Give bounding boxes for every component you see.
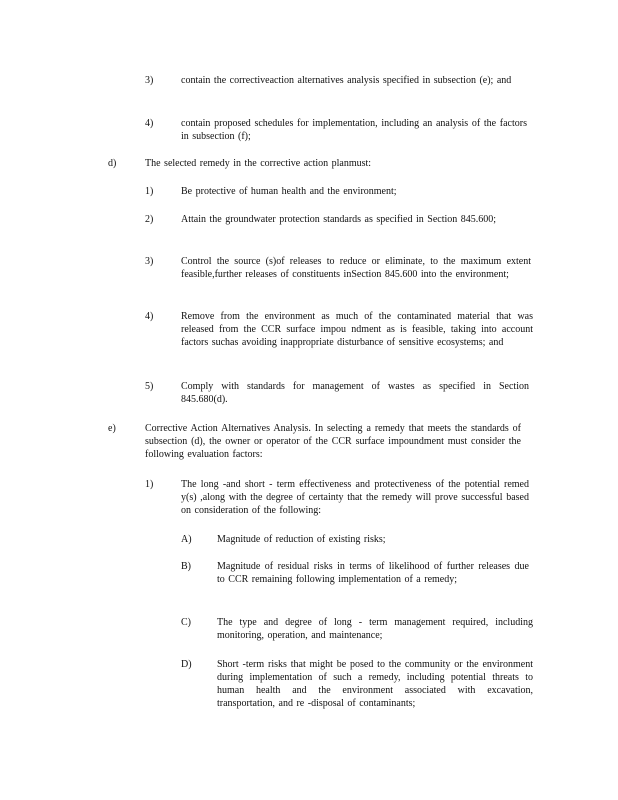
item-number: e) — [108, 423, 116, 434]
item-text: Attain the groundwater protection standards as specified in Section 845.600; — [181, 214, 497, 225]
item-text: contain the correctiveaction alternatives analysis specified in subsection (e); and — [181, 75, 512, 86]
item-number: 3) — [145, 256, 154, 267]
item-number: C) — [181, 617, 191, 628]
item-number: 4) — [145, 118, 154, 129]
item-text: The long -and short - term effectiveness and protectiveness of the potential remed y(s) ,along with the degree of certainty that the remedy will prove successful based on consideration of the following: — [181, 479, 529, 516]
item-text: The selected remedy in the corrective action planmust: — [145, 158, 372, 169]
item-number: 1) — [145, 186, 154, 197]
item-text: Control the source (s)of releases to reduce or eliminate, to the maximum extent feasible,further releases of constituents inSection 845.600 into the environment; — [181, 256, 531, 280]
item-number: 3) — [145, 75, 154, 86]
item-number: D) — [181, 659, 192, 670]
item-text: Remove from the environment as much of the contaminated material that was released from the CCR surface impou ndment as is feasible, taking into account factors suchas avoiding inappropriate disturbance of sensitive ecosystems; and — [181, 311, 533, 348]
item-number: 4) — [145, 311, 154, 322]
item-text: contain proposed schedules for implementation, including an analysis of the factors in subsection (f); — [181, 118, 527, 142]
item-number: A) — [181, 534, 192, 545]
item-text: Short -term risks that might be posed to the community or the environment during implementation of such a remedy, including potential threats to human health and the environment associated with excavation, transportation, and re -disposal of contaminants; — [217, 659, 533, 709]
item-number: 5) — [145, 381, 154, 392]
item-text: The type and degree of long - term management required, including monitoring, operation, and maintenance; — [217, 617, 533, 641]
item-number: 2) — [145, 214, 154, 225]
item-text: Be protective of human health and the environment; — [181, 186, 397, 197]
item-text: Magnitude of residual risks in terms of likelihood of further releases due to CCR remaining following implementation of a remedy; — [217, 561, 529, 585]
item-number: B) — [181, 561, 191, 572]
item-number: 1) — [145, 479, 154, 490]
item-text: Comply with standards for management of wastes as specified in Section 845.680(d). — [181, 381, 529, 405]
item-number: d) — [108, 158, 117, 169]
item-text: Corrective Action Alternatives Analysis. In selecting a remedy that meets the standards of subsection (d), the owner or operator of the CCR surface impoundment must consider the following evaluation factors: — [145, 423, 521, 460]
item-text: Magnitude of reduction of existing risks; — [217, 534, 386, 545]
